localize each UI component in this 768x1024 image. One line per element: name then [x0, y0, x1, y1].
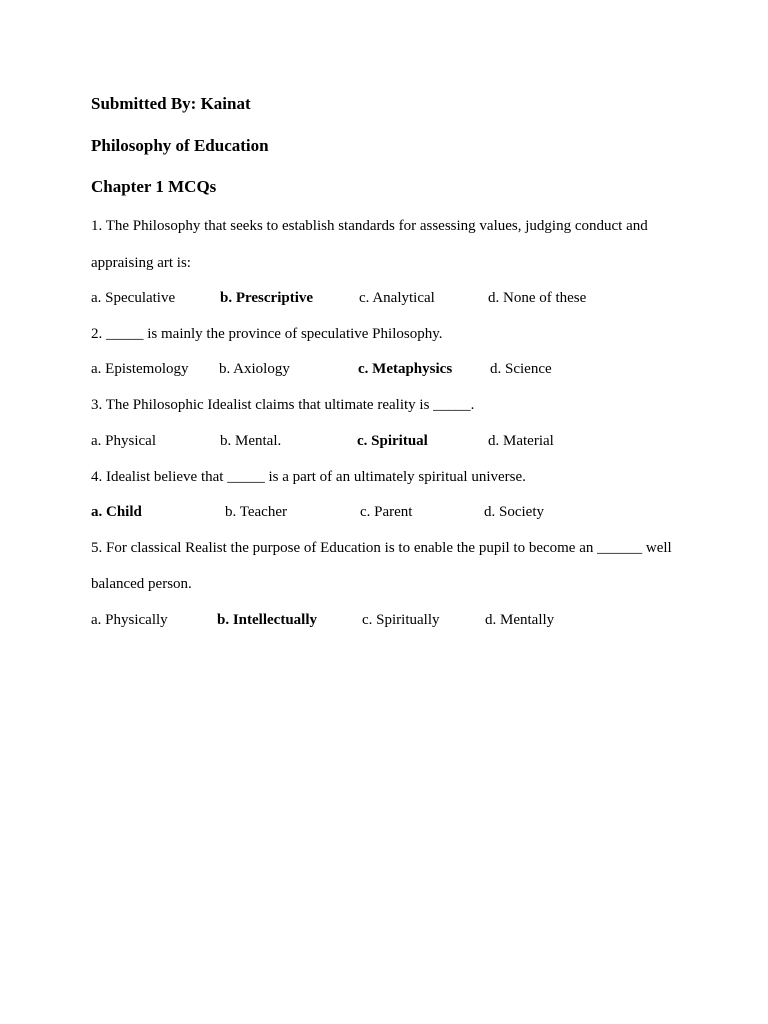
- question-5-option-c: c. Spiritually: [362, 612, 440, 628]
- question-4-option-c: c. Parent: [360, 504, 413, 520]
- question-1-option-a: a. Speculative: [91, 290, 176, 306]
- question-5-option-a: a. Physically: [91, 612, 168, 628]
- question-4-option-d: d. Society: [484, 504, 544, 520]
- question-2-text: 2. _____ is mainly the province of speculative Philosophy.: [91, 326, 443, 342]
- question-3-option-d: d. Material: [488, 433, 554, 449]
- question-3-text: 3. The Philosophic Idealist claims that ultimate reality is _____.: [91, 397, 475, 413]
- question-5-text-continued: balanced person.: [91, 576, 192, 592]
- question-5-option-b-answer: b. Intellectually: [217, 612, 317, 628]
- question-3-option-c-answer: c. Spiritual: [357, 433, 428, 449]
- submitted-by-heading: Submitted By: Kainat: [91, 94, 251, 113]
- question-2-option-a: a. Epistemology: [91, 361, 189, 377]
- question-1-text-continued: appraising art is:: [91, 255, 191, 271]
- chapter-heading: Chapter 1 MCQs: [91, 177, 217, 196]
- question-1-option-b-answer: b. Prescriptive: [220, 290, 314, 306]
- question-3-option-a: a. Physical: [91, 433, 156, 449]
- question-1-option-d: d. None of these: [488, 290, 587, 306]
- subject-heading: Philosophy of Education: [91, 136, 269, 155]
- question-4-text: 4. Idealist believe that _____ is a part of an ultimately spiritual universe.: [91, 469, 526, 485]
- question-2-option-b: b. Axiology: [219, 361, 290, 377]
- question-5-option-d: d. Mentally: [485, 612, 555, 628]
- question-1-option-c: c. Analytical: [359, 290, 435, 306]
- question-1-text: 1. The Philosophy that seeks to establish standards for assessing values, judging conduct and: [91, 218, 648, 234]
- question-4-option-a-answer: a. Child: [91, 504, 142, 520]
- question-5-text: 5. For classical Realist the purpose of Education is to enable the pupil to become an ______ well: [91, 540, 672, 556]
- question-3-option-b: b. Mental.: [220, 433, 282, 449]
- question-2-option-c-answer: c. Metaphysics: [358, 361, 453, 377]
- question-2-option-d: d. Science: [490, 361, 552, 377]
- question-4-option-b: b. Teacher: [225, 504, 287, 520]
